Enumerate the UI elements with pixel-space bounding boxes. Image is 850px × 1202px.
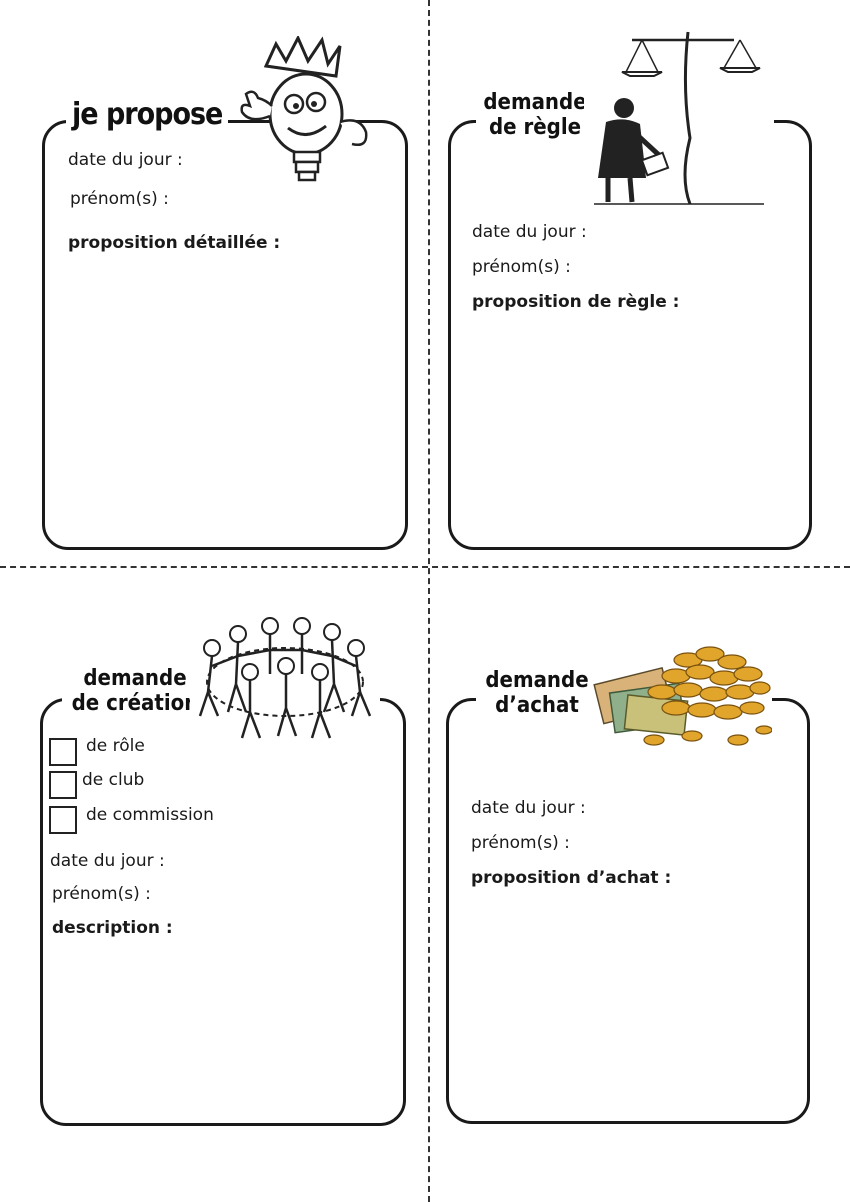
checkbox-club[interactable] [49, 771, 77, 799]
checkbox-role[interactable] [49, 738, 77, 766]
checkbox-commission[interactable] [49, 806, 77, 834]
title-line-2: d’achat [495, 693, 579, 719]
field-prenom-4: prénom(s) : [471, 833, 570, 853]
horizontal-cut-line [0, 566, 850, 568]
card-title-demande-creation [62, 666, 208, 717]
field-date-1: date du jour : [68, 150, 183, 170]
field-proposition-4: proposition d’achat : [471, 868, 672, 888]
card-title-demande-regle [476, 90, 594, 141]
field-date-2: date du jour : [472, 222, 587, 242]
card-demande-creation [40, 698, 406, 1126]
card-demande-achat [446, 698, 810, 1124]
field-prenom-2: prénom(s) : [472, 257, 571, 277]
title-line-1: demande [485, 668, 589, 693]
title-line-1: demande [83, 666, 187, 691]
card-title-je-propose: je propose [66, 98, 228, 133]
field-description-3: description : [52, 918, 173, 938]
field-date-3: date du jour : [50, 851, 165, 871]
coins-pile-icon [592, 640, 772, 750]
option-commission-label: de commission [86, 805, 214, 825]
option-role-label: de rôle [86, 736, 145, 756]
field-proposition-2: proposition de règle : [472, 292, 680, 312]
vertical-cut-line [428, 0, 430, 1202]
title-line-1: demande [483, 90, 587, 115]
scales-justice-icon [584, 28, 774, 210]
title-line-2: de règle [488, 115, 582, 141]
field-proposition-1: proposition détaillée : [68, 233, 281, 253]
field-date-4: date du jour : [471, 798, 586, 818]
title-line-2: de création [71, 691, 199, 717]
lightbulb-character-icon [236, 36, 378, 186]
option-club-label: de club [82, 770, 145, 790]
card-title-demande-achat [476, 668, 598, 719]
dancing-circle-icon [190, 592, 380, 750]
field-prenom-3: prénom(s) : [52, 884, 151, 904]
field-prenom-1: prénom(s) : [70, 189, 169, 209]
